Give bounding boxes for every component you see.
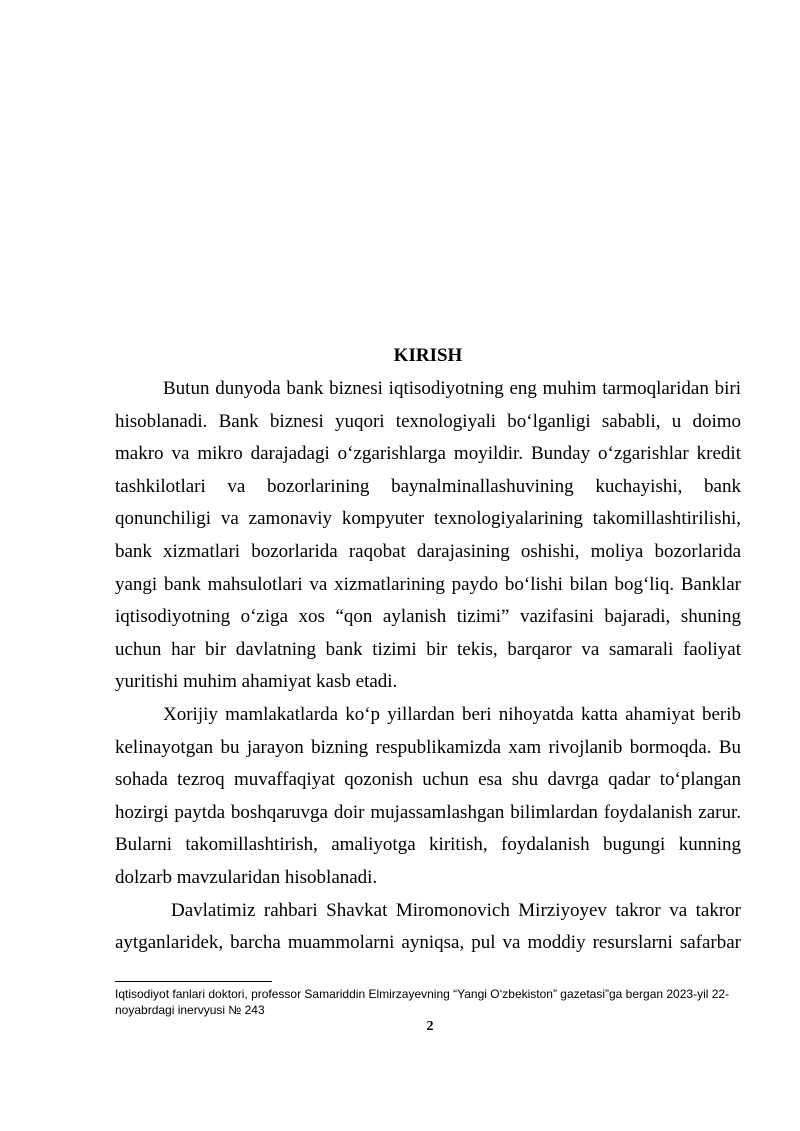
paragraph-3: Davlatimiz rahbari Shavkat Miromonovich Mirziyoyev takror va takror aytganlaridek, barcha muammolarni ayniqsa, pul va moddiy resurslarni safarbar bbox=[115, 899, 741, 954]
paragraph-2: Xorijiy mamlakatlarda koʻp yillardan beri nihoyatda katta ahamiyat berib kelinayotgan bu jarayon bizning respublikamizda xam rivojlanib bormoqda. Bu sohada tezroq muvaffaqiyat qozonish uchun esa shu davrga qadar toʻplangan hozirgi paytda boshqaruvga doir mujassamlashgan bilimlardan foydalanish zarur. Bularni takomillashtirish, amaliyotga kiritish, foydalanish bugungi kunning dolzarb mavzularidan hisoblanadi. bbox=[115, 703, 741, 888]
paragraph-1: Butun dunyoda bank biznesi iqtisodiyotning eng muhim tarmoqlaridan biri hisoblanadi. Bank biznesi yuqori texnologiyali boʻlganligi sababli, u doimo makro va mikro darajadagi oʻzgarishlarga moyildir. Bunday oʻzgarishlar kredit tashkilotlari va bozorlarining baynalminallashuvining kuchayishi, bank qonunchiligi va zamonaviy kompyuter texnologiyalarining takomillashtirilishi, bank xizmatlari bozorlarida raqobat darajasining oshishi, moliya bozorlarida yangi bank mahsulotlari va xizmatlarining paydo boʻlishi bilan bogʻliq. Banklar iqtisodiyotning oʻziga xos “qon aylanish tizimi” vazifasini bajaradi, shuning uchun har bir davlatning bank tizimi bir tekis, barqaror va samarali faoliyat yuritishi muhim ahamiyat kasb etadi. bbox=[115, 378, 741, 693]
footnote: Iqtisodiyot fanlari doktori, professor Samariddin Elmirzayevning “Yangi O‘zbekiston” gazetasi”ga bergan 2023-yil 22-noyabrdagi inervyusi № 243 bbox=[115, 987, 730, 1017]
section-heading: KIRISH bbox=[393, 345, 463, 366]
page-number: 2 bbox=[426, 1019, 434, 1034]
body-text bbox=[115, 373, 741, 960]
footnote-separator bbox=[115, 981, 272, 982]
